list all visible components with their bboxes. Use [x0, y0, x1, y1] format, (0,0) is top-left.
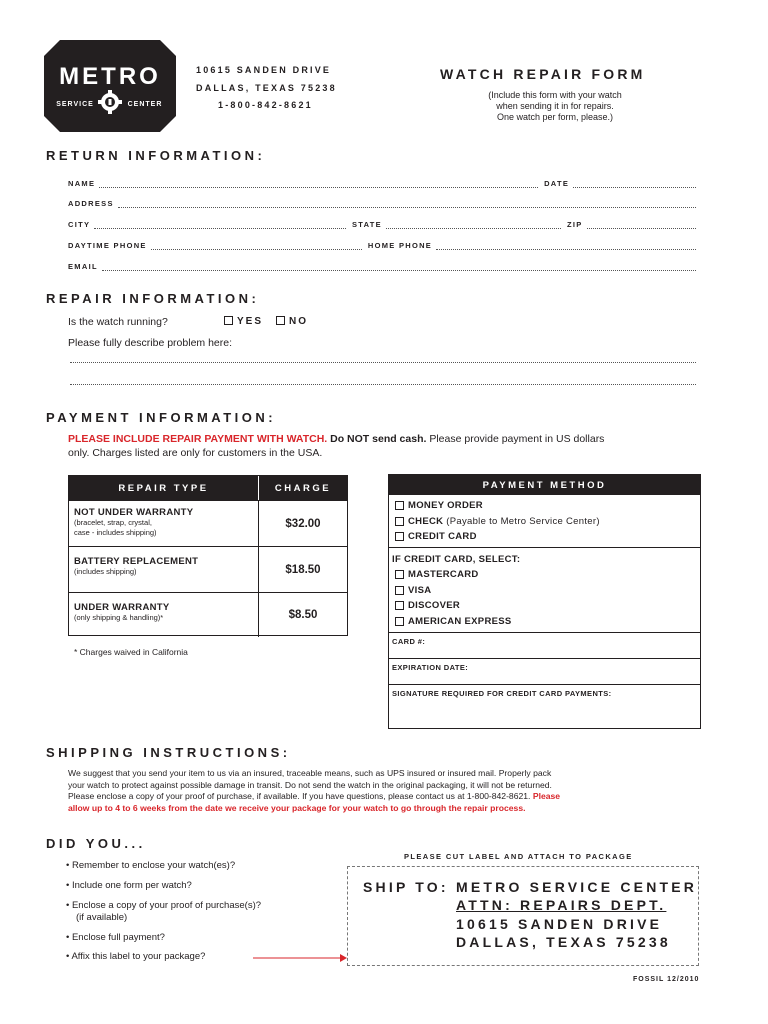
payment-method-box [388, 474, 701, 729]
address-phone: 1-800-842-8621 [218, 100, 313, 110]
no-checkbox[interactable]: NO [276, 316, 308, 327]
return-info-heading: RETURN INFORMATION: [46, 148, 266, 163]
watch-running-question: Is the watch running? [68, 316, 168, 328]
logo-left: SERVICE [56, 101, 94, 108]
ship-line-1: METRO SERVICE CENTER [456, 879, 698, 895]
shipping-text: We suggest that you send your item to us via an insured, traceable means, such as UPS insured or insured mail. Properly pack your watch to protect against possible damage in transit. Do not send the watch in the original packaging, it will not be returned. Please enclose a copy of your proof of purchase, if available. If you have questions, please contact us at 1-800-842-8621. Please allow up to 4 to 6 weeks from the date we receive your package for your watch to go through the repair process. [68, 768, 561, 813]
address-street: 10615 SANDEN DRIVE [196, 65, 332, 75]
payment-info-heading: PAYMENT INFORMATION: [46, 410, 277, 425]
footer-code: FOSSIL 12/2010 [633, 976, 700, 983]
cut-label-note: PLEASE CUT LABEL AND ATTACH TO PACKAGE [404, 852, 633, 861]
payment-method-heading: PAYMENT METHOD [389, 475, 700, 495]
arrow-icon [252, 951, 348, 965]
checkbox-icon [395, 570, 404, 579]
list-item: • Affix this label to your package? [66, 951, 206, 962]
city-state-zip-row[interactable]: CITY STATE ZIP [68, 217, 696, 229]
money-order-option[interactable]: MONEY ORDER [389, 498, 700, 514]
repair-info-heading: REPAIR INFORMATION: [46, 291, 260, 306]
checkbox-icon [276, 316, 285, 325]
checkbox-icon [395, 517, 404, 526]
ship-line-4: DALLAS, TEXAS 75238 [456, 934, 671, 950]
checkbox-icon [395, 532, 404, 541]
form-title: WATCH REPAIR FORM [440, 66, 646, 82]
describe-problem-label: Please fully describe problem here: [68, 337, 233, 349]
check-option[interactable]: CHECK (Payable to Metro Service Center) [389, 514, 700, 530]
address-row[interactable]: ADDRESS [68, 196, 696, 208]
problem-line-2[interactable] [70, 384, 696, 385]
checkbox-icon [395, 501, 404, 510]
checkbox-icon [395, 601, 404, 610]
visa-option[interactable]: VISA [389, 583, 700, 599]
name-date-row[interactable]: NAME DATE [68, 176, 696, 188]
form-subtitle: (Include this form with your watch when sending it in for repairs. One watch per form, please.) [488, 90, 622, 122]
charges-footnote: * Charges waived in California [74, 647, 188, 657]
ship-to-label: SHIP TO: [363, 879, 449, 895]
logo-word: METRO [59, 63, 161, 90]
problem-line-1[interactable] [70, 362, 696, 363]
list-item: • Enclose a copy of your proof of purchase(s)? (if available) [66, 900, 262, 923]
checkbox-icon [395, 586, 404, 595]
col-charge: CHARGE [274, 482, 332, 494]
payment-note: PLEASE INCLUDE REPAIR PAYMENT WITH WATCH. Do NOT send cash. Please provide payment in US dollars only. Charges listed are only for customers in the USA. [68, 433, 605, 459]
metro-service-center-logo [44, 40, 176, 132]
ship-line-3: 10615 SANDEN DRIVE [456, 916, 663, 932]
table-row: BATTERY REPLACEMENT (includes shipping) $18.50 [69, 546, 347, 592]
amex-option[interactable]: AMERICAN EXPRESS [389, 614, 700, 630]
phone-row[interactable]: DAYTIME PHONE HOME PHONE [68, 238, 696, 250]
card-number-field[interactable]: CARD #: [389, 632, 700, 658]
list-item: • Remember to enclose your watch(es)? [66, 860, 236, 871]
repair-type-table [68, 475, 348, 636]
logo-right: CENTER [127, 101, 163, 108]
yes-checkbox[interactable]: YES [224, 316, 263, 327]
did-you-heading: DID YOU... [46, 836, 146, 851]
address-city: DALLAS, TEXAS 75238 [196, 83, 337, 93]
checkbox-icon [395, 617, 404, 626]
shipping-heading: SHIPPING INSTRUCTIONS: [46, 745, 291, 760]
discover-option[interactable]: DISCOVER [389, 598, 700, 614]
table-row: UNDER WARRANTY (only shipping & handling)* $8.50 [69, 592, 347, 637]
if-credit-label: IF CREDIT CARD, SELECT: [392, 553, 521, 565]
ship-line-2: ATTN: REPAIRS DEPT. [456, 897, 667, 913]
col-repair-type: REPAIR TYPE [69, 476, 259, 500]
credit-card-option[interactable]: CREDIT CARD [389, 529, 700, 545]
list-item: • Enclose full payment? [66, 932, 165, 943]
list-item: • Include one form per watch? [66, 880, 192, 891]
signature-field[interactable]: SIGNATURE REQUIRED FOR CREDIT CARD PAYMENTS: [389, 684, 700, 726]
table-row: NOT UNDER WARRANTY (bracelet, strap, crystal, case - includes shipping) $32.00 [69, 500, 347, 546]
checkbox-icon [224, 316, 233, 325]
email-row[interactable]: EMAIL [68, 259, 696, 271]
expiration-field[interactable]: EXPIRATION DATE: [389, 658, 700, 684]
mastercard-option[interactable]: MASTERCARD [389, 567, 700, 583]
